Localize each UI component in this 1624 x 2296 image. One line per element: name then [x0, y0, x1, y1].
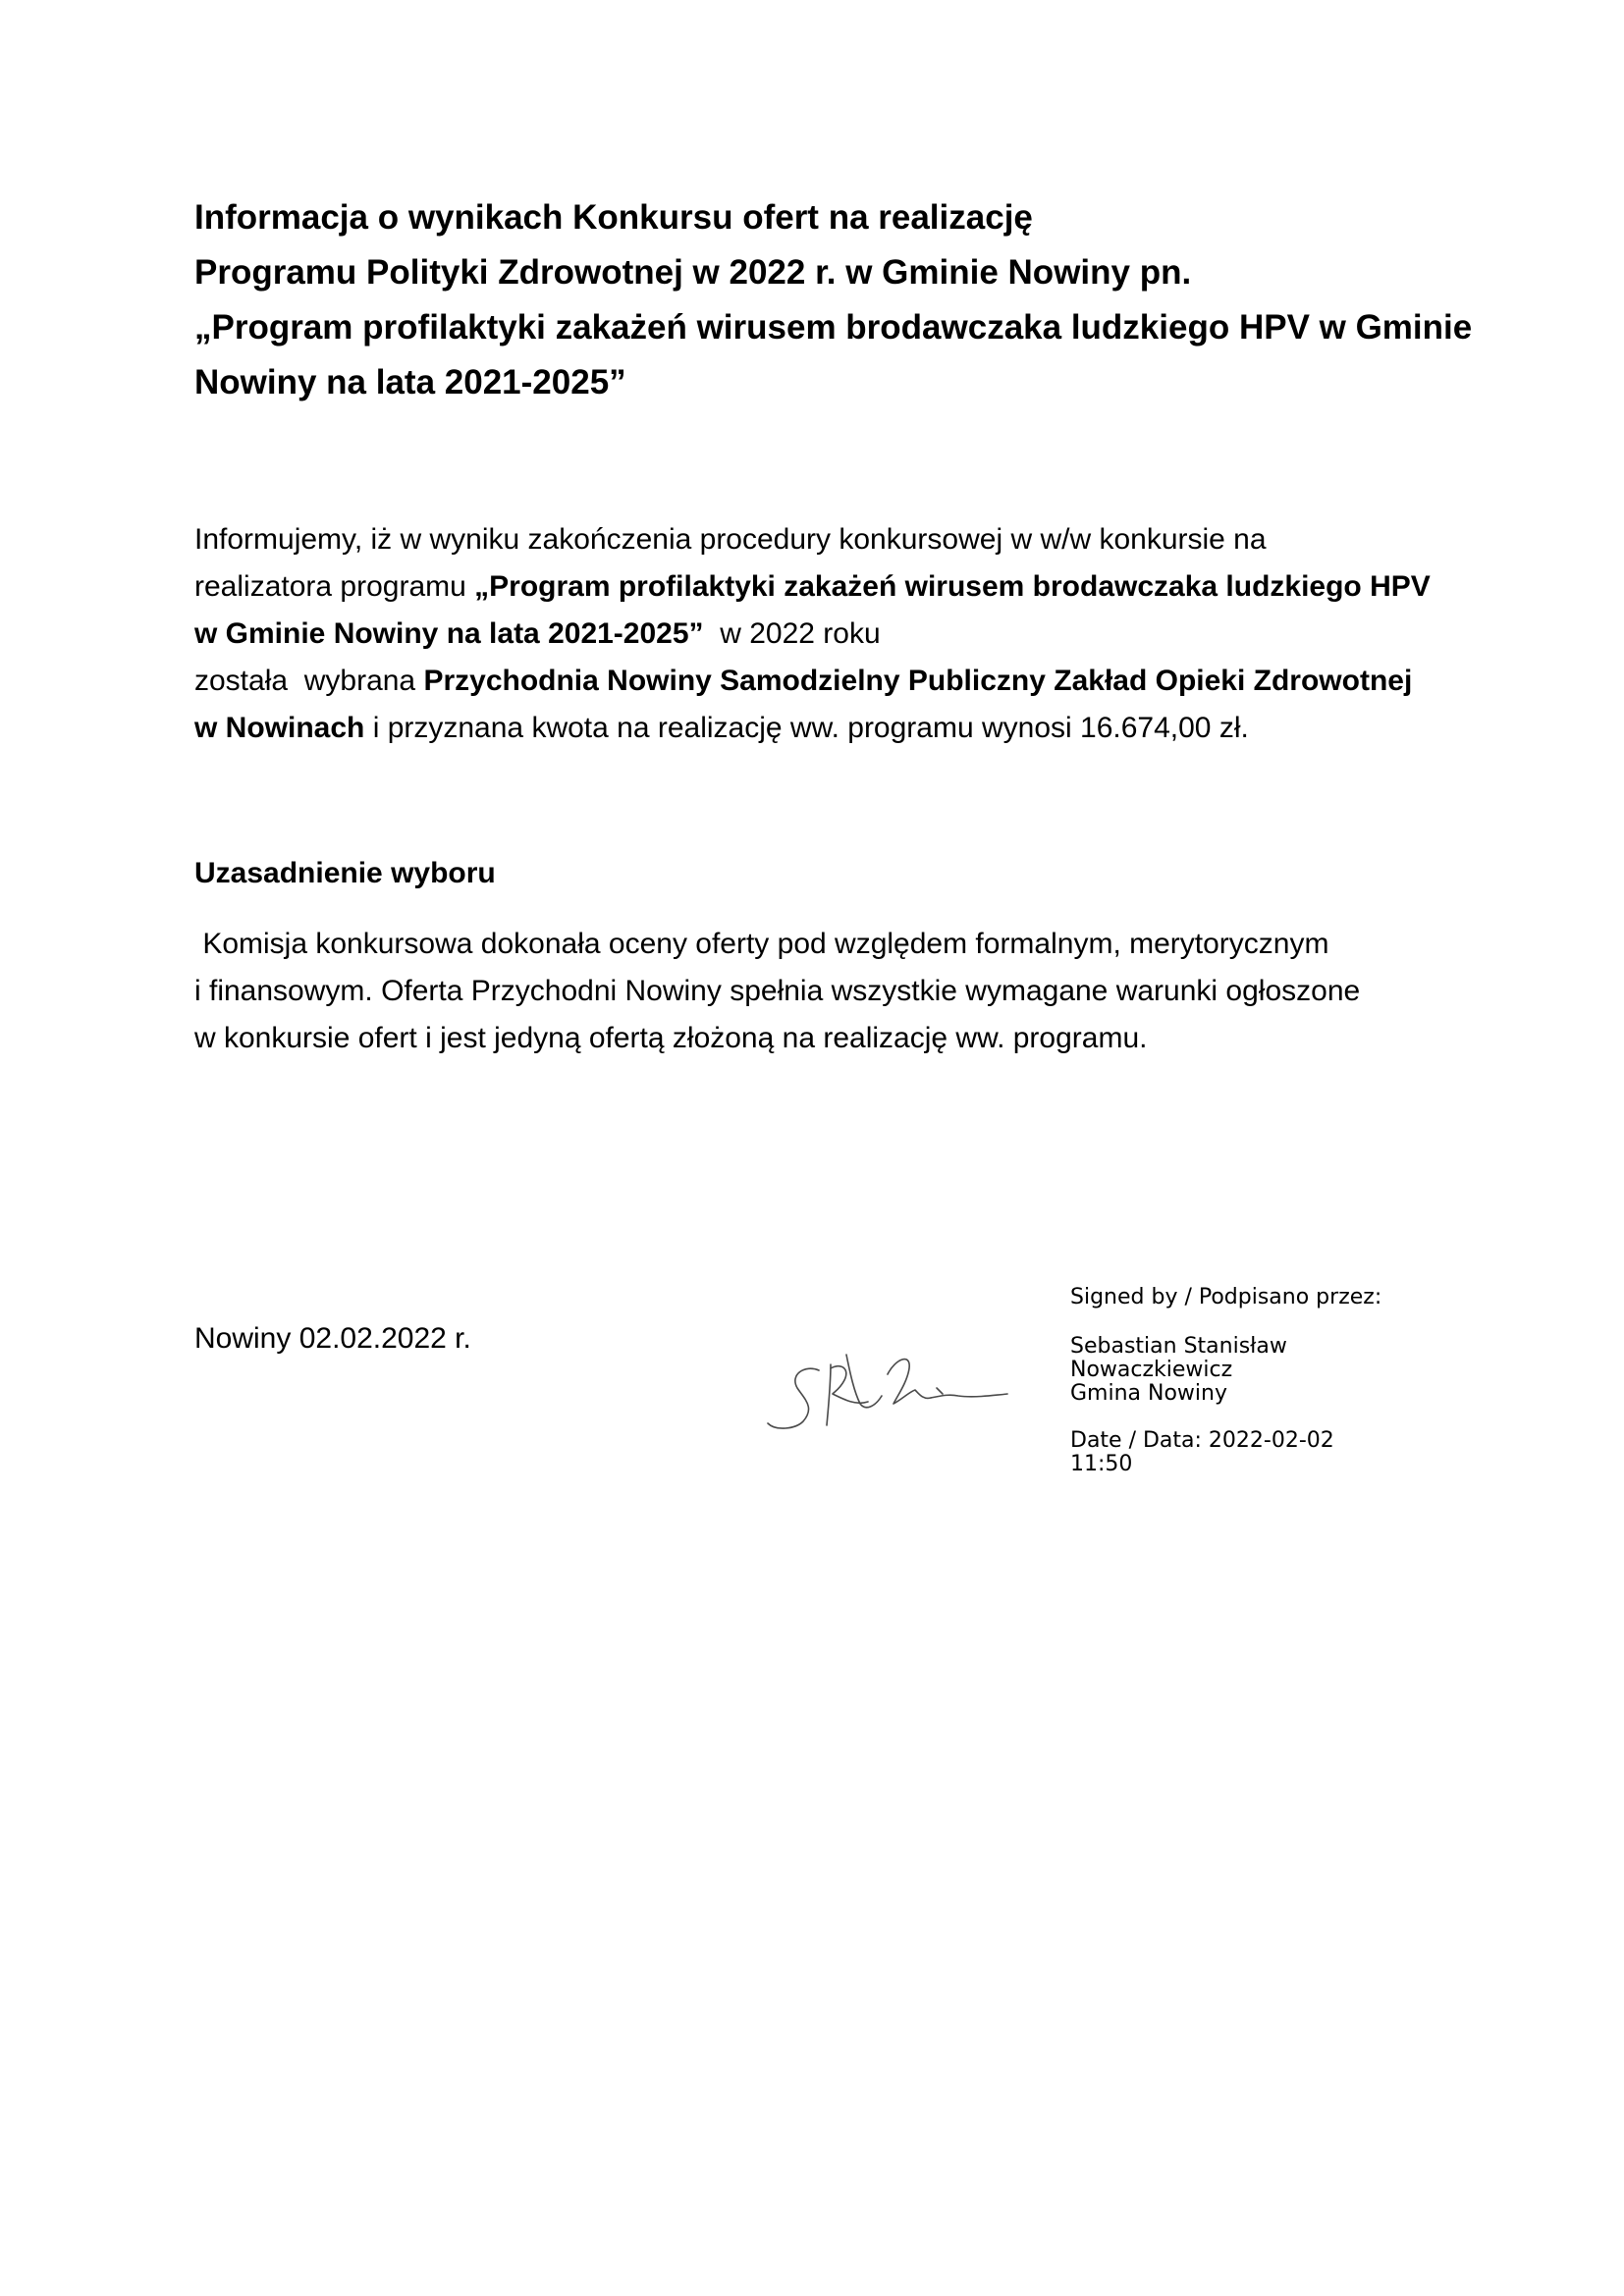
paragraph-line [194, 516, 1471, 563]
title-line: „Program profilaktyki zakażeń wirusem brodawczaka ludzkiego HPV w Gminie [194, 308, 1473, 347]
signature-date: Date / Data: 2022-02-02 [1070, 1428, 1334, 1453]
digital-signature-block [1070, 1286, 1483, 1476]
winner-name-bold: Przychodnia Nowiny Samodzielny Publiczny Zakład Opieki Zdrowotnej [423, 665, 1413, 697]
signer-organization: Gmina Nowiny [1070, 1381, 1227, 1406]
paragraph-text: i przyznana kwota na realizację ww. programu wynosi 16.674,00 zł. [364, 712, 1249, 744]
place-and-date: Nowiny 02.02.2022 r. [194, 1322, 471, 1355]
title-line: Programu Polityki Zdrowotnej w 2022 r. w Gminie Nowiny pn. [194, 253, 1192, 292]
winner-name-bold: w Nowinach [194, 712, 365, 744]
paragraph-text: została wybrana [194, 665, 424, 697]
paragraph-line: w konkursie ofert i jest jedyną ofertą złożoną na realizację ww. programu. [194, 1022, 1148, 1054]
announcement-paragraph [194, 516, 1471, 752]
title-line: Informacja o wynikach Konkursu ofert na realizację [194, 198, 1033, 237]
signature-label: Signed by / Podpisano przez: [1070, 1285, 1382, 1309]
paragraph-line [194, 611, 1471, 658]
paragraph-text: Informujemy, iż w wyniku zakończenia procedury konkursowej w w/w konkursie na [194, 523, 1267, 556]
paragraph-line [194, 705, 1471, 752]
document-title [194, 190, 1490, 410]
paragraph-line [194, 658, 1471, 705]
signer-name: Nowaczkiewicz [1070, 1358, 1233, 1382]
handwritten-signature-icon [762, 1335, 1017, 1443]
program-name-bold: w Gminie Nowiny na lata 2021-2025” [194, 617, 704, 650]
paragraph-line: i finansowym. Oferta Przychodni Nowiny spełnia wszystkie wymagane warunki ogłoszone [194, 975, 1361, 1007]
paragraph-line [194, 563, 1471, 611]
paragraph-text: w 2022 roku [703, 617, 881, 650]
title-line: Nowiny na lata 2021-2025” [194, 363, 626, 401]
justification-paragraph [194, 921, 1471, 1062]
paragraph-line: Komisja konkursowa dokonała oceny oferty pod względem formalnym, merytorycznym [194, 928, 1329, 960]
paragraph-text: realizatora programu [194, 570, 475, 603]
signature-time: 11:50 [1070, 1452, 1133, 1476]
signer-name: Sebastian Stanisław [1070, 1334, 1287, 1359]
program-name-bold: „Program profilaktyki zakażeń wirusem brodawczaka ludzkiego HPV [474, 570, 1431, 603]
section-heading: Uzasadnienie wyboru [194, 857, 496, 889]
